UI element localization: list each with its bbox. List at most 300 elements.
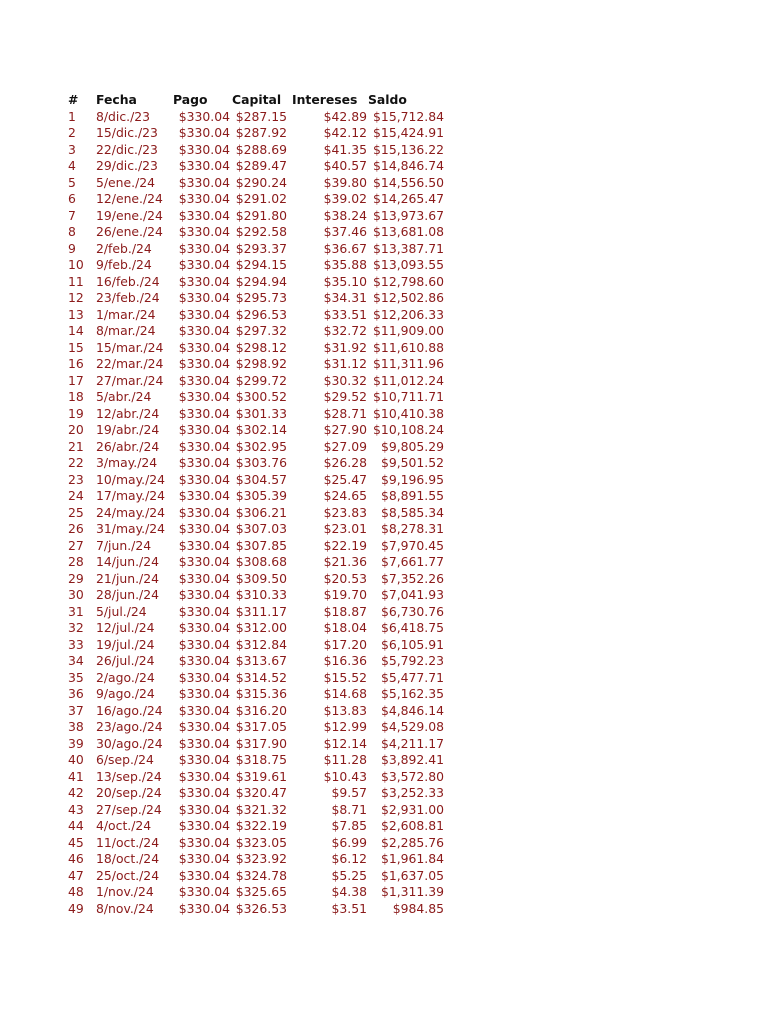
cell-saldo: $13,973.67 [373, 207, 444, 223]
cell-saldo: $2,931.00 [380, 801, 444, 817]
cell-capital: $291.80 [235, 207, 287, 223]
cell-capital: $290.24 [235, 174, 287, 190]
cell-num: 17 [68, 372, 84, 388]
cell-fecha: 23/ago./24 [96, 719, 163, 734]
cell-capital: $294.15 [235, 257, 287, 272]
cell-pago: $330.04 [178, 389, 230, 404]
cell-intereses: $35.10 [323, 273, 367, 289]
cell-intereses: $14.68 [323, 686, 367, 701]
cell-saldo: $15,424.91 [373, 125, 444, 140]
cell-pago: $330.04 [178, 719, 230, 734]
cell-saldo: $4,211.17 [380, 735, 444, 751]
cell-num: 13 [68, 306, 84, 322]
cell-saldo: $14,846.74 [373, 158, 444, 173]
cell-fecha: 28/jun./24 [96, 587, 159, 602]
cell-num: 49 [68, 900, 84, 916]
cell-fecha: 8/dic./23 [96, 108, 151, 124]
cell-fecha: 31/may./24 [96, 521, 166, 536]
cell-num: 3 [68, 141, 76, 157]
cell-intereses: $23.01 [323, 521, 367, 536]
cell-num: 44 [68, 818, 84, 833]
cell-saldo: $984.85 [392, 900, 444, 916]
cell-intereses: $41.35 [323, 141, 367, 157]
cell-num: 5 [68, 174, 76, 190]
cell-fecha: 1/nov./24 [96, 884, 154, 899]
cell-num: 35 [68, 669, 84, 685]
cell-intereses: $7.85 [331, 818, 367, 833]
cell-capital: $307.03 [235, 521, 287, 536]
cell-intereses: $42.89 [323, 108, 367, 124]
cell-capital: $317.05 [235, 719, 287, 734]
cell-intereses: $6.12 [331, 851, 367, 866]
cell-fecha: 15/mar./24 [96, 339, 164, 355]
cell-pago: $330.04 [178, 356, 230, 371]
cell-saldo: $2,285.76 [380, 834, 444, 850]
cell-saldo: $9,196.95 [380, 471, 444, 487]
cell-capital: $288.69 [235, 141, 287, 157]
cell-fecha: 23/feb./24 [96, 290, 160, 305]
cell-fecha: 26/ene./24 [96, 224, 163, 239]
cell-intereses: $29.52 [323, 389, 367, 404]
cell-fecha: 30/ago./24 [96, 735, 163, 751]
cell-fecha: 5/ene./24 [96, 174, 156, 190]
cell-saldo: $3,892.41 [380, 752, 444, 767]
cell-intereses: $12.99 [323, 719, 367, 734]
cell-num: 47 [68, 867, 84, 883]
cell-capital: $297.32 [235, 323, 287, 338]
cell-num: 19 [68, 405, 84, 421]
cell-num: 8 [68, 224, 76, 239]
cell-intereses: $12.14 [323, 735, 367, 751]
cell-fecha: 13/sep./24 [96, 768, 162, 784]
cell-intereses: $27.90 [323, 422, 367, 437]
cell-saldo: $15,136.22 [373, 141, 444, 157]
cell-capital: $309.50 [235, 570, 287, 586]
cell-pago: $330.04 [178, 867, 230, 883]
cell-saldo: $1,961.84 [380, 851, 444, 866]
cell-pago: $330.04 [178, 603, 230, 619]
cell-pago: $330.04 [178, 323, 230, 338]
cell-num: 41 [68, 768, 84, 784]
cell-pago: $330.04 [178, 851, 230, 866]
cell-capital: $287.92 [235, 125, 287, 140]
cell-saldo: $8,278.31 [380, 521, 444, 536]
cell-num: 12 [68, 290, 84, 305]
cell-pago: $330.04 [178, 620, 230, 635]
cell-num: 36 [68, 686, 84, 701]
cell-num: 20 [68, 422, 84, 437]
cell-num: 18 [68, 389, 84, 404]
cell-pago: $330.04 [178, 290, 230, 305]
cell-intereses: $8.71 [331, 801, 367, 817]
cell-intereses: $25.47 [323, 471, 367, 487]
cell-num: 1 [68, 108, 76, 124]
cell-num: 15 [68, 339, 84, 355]
cell-fecha: 26/jul./24 [96, 653, 155, 668]
cell-intereses: $31.92 [323, 339, 367, 355]
cell-intereses: $20.53 [323, 570, 367, 586]
cell-saldo: $10,711.71 [373, 389, 444, 404]
cell-capital: $300.52 [235, 389, 287, 404]
cell-pago: $330.04 [178, 818, 230, 833]
cell-fecha: 22/dic./23 [96, 141, 158, 157]
cell-intereses: $15.52 [323, 669, 367, 685]
cell-saldo: $13,387.71 [373, 240, 444, 256]
cell-fecha: 9/ago./24 [96, 686, 155, 701]
cell-intereses: $40.57 [323, 158, 367, 173]
cell-saldo: $5,792.23 [380, 653, 444, 668]
cell-pago: $330.04 [178, 372, 230, 388]
cell-capital: $319.61 [235, 768, 287, 784]
cell-num: 4 [68, 158, 76, 173]
cell-pago: $330.04 [178, 438, 230, 454]
cell-pago: $330.04 [178, 768, 230, 784]
cell-intereses: $18.04 [323, 620, 367, 635]
cell-intereses: $39.02 [323, 191, 367, 206]
cell-fecha: 9/feb./24 [96, 257, 152, 272]
cell-pago: $330.04 [178, 504, 230, 520]
cell-num: 46 [68, 851, 84, 866]
cell-pago: $330.04 [178, 752, 230, 767]
cell-pago: $330.04 [178, 669, 230, 685]
cell-intereses: $27.09 [323, 438, 367, 454]
cell-pago: $330.04 [178, 900, 230, 916]
cell-num: 33 [68, 636, 84, 652]
cell-fecha: 16/ago./24 [96, 702, 163, 718]
cell-intereses: $18.87 [323, 603, 367, 619]
cell-pago: $330.04 [178, 702, 230, 718]
cell-num: 2 [68, 125, 76, 140]
cell-intereses: $4.38 [331, 884, 367, 899]
cell-fecha: 5/abr./24 [96, 389, 152, 404]
cell-pago: $330.04 [178, 224, 230, 239]
cell-saldo: $11,311.96 [373, 356, 444, 371]
cell-capital: $304.57 [235, 471, 287, 487]
cell-capital: $320.47 [235, 785, 287, 800]
cell-pago: $330.04 [178, 125, 230, 140]
cell-intereses: $6.99 [331, 834, 367, 850]
cell-intereses: $5.25 [331, 867, 367, 883]
cell-num: 42 [68, 785, 84, 800]
cell-pago: $330.04 [178, 735, 230, 751]
cell-capital: $301.33 [235, 405, 287, 421]
cell-saldo: $11,909.00 [373, 323, 444, 338]
cell-fecha: 10/may./24 [96, 471, 166, 487]
cell-fecha: 27/mar./24 [96, 372, 164, 388]
cell-saldo: $3,252.33 [380, 785, 444, 800]
cell-num: 48 [68, 884, 84, 899]
cell-intereses: $11.28 [323, 752, 367, 767]
cell-capital: $298.92 [235, 356, 287, 371]
cell-fecha: 22/mar./24 [96, 356, 164, 371]
cell-saldo: $4,846.14 [380, 702, 444, 718]
cell-pago: $330.04 [178, 636, 230, 652]
cell-pago: $330.04 [178, 240, 230, 256]
cell-saldo: $7,041.93 [380, 587, 444, 602]
cell-capital: $314.52 [235, 669, 287, 685]
cell-capital: $307.85 [235, 537, 287, 553]
cell-capital: $294.94 [235, 273, 287, 289]
cell-capital: $302.14 [235, 422, 287, 437]
cell-capital: $305.39 [235, 488, 287, 503]
cell-fecha: 7/jun./24 [96, 537, 152, 553]
cell-capital: $312.00 [235, 620, 287, 635]
cell-capital: $317.90 [235, 735, 287, 751]
header-capital: Capital [232, 92, 282, 107]
cell-fecha: 5/jul./24 [96, 603, 147, 619]
cell-saldo: $13,093.55 [373, 257, 444, 272]
cell-intereses: $21.36 [323, 554, 367, 569]
cell-pago: $330.04 [178, 785, 230, 800]
cell-num: 40 [68, 752, 84, 767]
cell-saldo: $5,477.71 [380, 669, 444, 685]
cell-intereses: $39.80 [323, 174, 367, 190]
cell-fecha: 12/jul./24 [96, 620, 155, 635]
header-fecha: Fecha [96, 92, 137, 107]
cell-capital: $287.15 [235, 108, 287, 124]
cell-fecha: 17/may./24 [96, 488, 166, 503]
cell-pago: $330.04 [178, 570, 230, 586]
cell-fecha: 26/abr./24 [96, 438, 160, 454]
cell-pago: $330.04 [178, 488, 230, 503]
cell-pago: $330.04 [178, 422, 230, 437]
cell-capital: $323.05 [235, 834, 287, 850]
cell-intereses: $9.57 [331, 785, 367, 800]
cell-saldo: $9,805.29 [380, 438, 444, 454]
cell-pago: $330.04 [178, 191, 230, 206]
cell-intereses: $33.51 [323, 306, 367, 322]
cell-num: 28 [68, 554, 84, 569]
cell-capital: $311.17 [235, 603, 287, 619]
cell-intereses: $17.20 [323, 636, 367, 652]
cell-capital: $310.33 [235, 587, 287, 602]
cell-fecha: 18/oct./24 [96, 851, 160, 866]
cell-intereses: $28.71 [323, 405, 367, 421]
cell-intereses: $3.51 [331, 900, 367, 916]
cell-intereses: $31.12 [323, 356, 367, 371]
cell-saldo: $13,681.08 [373, 224, 444, 239]
cell-num: 37 [68, 702, 84, 718]
cell-fecha: 20/sep./24 [96, 785, 162, 800]
cell-saldo: $7,970.45 [380, 537, 444, 553]
cell-intereses: $16.36 [323, 653, 367, 668]
cell-capital: $306.21 [235, 504, 287, 520]
cell-saldo: $5,162.35 [380, 686, 444, 701]
cell-fecha: 11/oct./24 [96, 834, 160, 850]
cell-intereses: $23.83 [323, 504, 367, 520]
cell-num: 24 [68, 488, 84, 503]
cell-fecha: 8/mar./24 [96, 323, 156, 338]
cell-pago: $330.04 [178, 686, 230, 701]
cell-fecha: 29/dic./23 [96, 158, 158, 173]
cell-saldo: $10,108.24 [373, 422, 444, 437]
cell-fecha: 27/sep./24 [96, 801, 162, 817]
cell-intereses: $36.67 [323, 240, 367, 256]
cell-saldo: $12,798.60 [373, 273, 444, 289]
cell-intereses: $38.24 [323, 207, 367, 223]
cell-saldo: $14,265.47 [373, 191, 444, 206]
cell-pago: $330.04 [178, 108, 230, 124]
cell-saldo: $4,529.08 [380, 719, 444, 734]
cell-pago: $330.04 [178, 455, 230, 470]
cell-intereses: $13.83 [323, 702, 367, 718]
cell-num: 23 [68, 471, 84, 487]
cell-num: 43 [68, 801, 84, 817]
cell-capital: $325.65 [235, 884, 287, 899]
cell-num: 7 [68, 207, 76, 223]
cell-capital: $318.75 [235, 752, 287, 767]
cell-pago: $330.04 [178, 537, 230, 553]
cell-fecha: 4/oct./24 [96, 818, 152, 833]
cell-capital: $313.67 [235, 653, 287, 668]
cell-fecha: 8/nov./24 [96, 900, 154, 916]
cell-fecha: 24/may./24 [96, 504, 166, 520]
cell-saldo: $2,608.81 [380, 818, 444, 833]
cell-saldo: $8,585.34 [380, 504, 444, 520]
cell-num: 10 [68, 257, 84, 272]
cell-capital: $315.36 [235, 686, 287, 701]
cell-saldo: $12,206.33 [373, 306, 444, 322]
cell-capital: $291.02 [235, 191, 287, 206]
cell-num: 11 [68, 273, 84, 289]
cell-intereses: $22.19 [323, 537, 367, 553]
cell-intereses: $24.65 [323, 488, 367, 503]
cell-intereses: $35.88 [323, 257, 367, 272]
cell-saldo: $11,610.88 [373, 339, 444, 355]
cell-saldo: $7,661.77 [380, 554, 444, 569]
header-saldo: Saldo [368, 92, 407, 107]
cell-pago: $330.04 [178, 306, 230, 322]
cell-fecha: 12/abr./24 [96, 405, 160, 421]
cell-saldo: $12,502.86 [373, 290, 444, 305]
cell-fecha: 2/ago./24 [96, 669, 155, 685]
cell-pago: $330.04 [178, 174, 230, 190]
header-pago: Pago [173, 92, 208, 107]
cell-saldo: $1,311.39 [380, 884, 444, 899]
cell-capital: $322.19 [235, 818, 287, 833]
cell-fecha: 25/oct./24 [96, 867, 160, 883]
cell-num: 32 [68, 620, 84, 635]
cell-fecha: 15/dic./23 [96, 125, 158, 140]
cell-capital: $321.32 [235, 801, 287, 817]
cell-capital: $312.84 [235, 636, 287, 652]
cell-capital: $302.95 [235, 438, 287, 454]
cell-capital: $303.76 [235, 455, 287, 470]
cell-fecha: 12/ene./24 [96, 191, 163, 206]
cell-pago: $330.04 [178, 273, 230, 289]
cell-capital: $296.53 [235, 306, 287, 322]
cell-pago: $330.04 [178, 834, 230, 850]
cell-fecha: 19/ene./24 [96, 207, 163, 223]
cell-capital: $292.58 [235, 224, 287, 239]
cell-fecha: 16/feb./24 [96, 273, 160, 289]
cell-pago: $330.04 [178, 471, 230, 487]
cell-intereses: $26.28 [323, 455, 367, 470]
cell-capital: $299.72 [235, 372, 287, 388]
cell-intereses: $19.70 [323, 587, 367, 602]
cell-fecha: 19/abr./24 [96, 422, 160, 437]
cell-pago: $330.04 [178, 554, 230, 569]
cell-pago: $330.04 [178, 207, 230, 223]
cell-num: 9 [68, 240, 76, 256]
cell-pago: $330.04 [178, 405, 230, 421]
cell-capital: $308.68 [235, 554, 287, 569]
cell-pago: $330.04 [178, 257, 230, 272]
cell-fecha: 19/jul./24 [96, 636, 155, 652]
cell-capital: $295.73 [235, 290, 287, 305]
cell-fecha: 3/may./24 [96, 455, 158, 470]
cell-num: 29 [68, 570, 84, 586]
cell-num: 34 [68, 653, 84, 668]
cell-capital: $324.78 [235, 867, 287, 883]
cell-num: 31 [68, 603, 84, 619]
cell-intereses: $37.46 [323, 224, 367, 239]
cell-num: 38 [68, 719, 84, 734]
cell-num: 30 [68, 587, 84, 602]
cell-saldo: $7,352.26 [380, 570, 444, 586]
cell-saldo: $11,012.24 [373, 372, 444, 388]
cell-num: 14 [68, 323, 84, 338]
cell-fecha: 6/sep./24 [96, 752, 154, 767]
cell-pago: $330.04 [178, 141, 230, 157]
cell-num: 16 [68, 356, 84, 371]
cell-saldo: $8,891.55 [380, 488, 444, 503]
cell-num: 22 [68, 455, 84, 470]
cell-saldo: $9,501.52 [380, 455, 444, 470]
cell-intereses: $42.12 [323, 125, 367, 140]
cell-capital: $316.20 [235, 702, 287, 718]
cell-pago: $330.04 [178, 158, 230, 173]
cell-intereses: $32.72 [323, 323, 367, 338]
cell-num: 6 [68, 191, 76, 206]
cell-saldo: $14,556.50 [373, 174, 444, 190]
cell-intereses: $34.31 [323, 290, 367, 305]
cell-intereses: $10.43 [323, 768, 367, 784]
cell-saldo: $15,712.84 [373, 108, 444, 124]
cell-num: 27 [68, 537, 84, 553]
cell-fecha: 21/jun./24 [96, 570, 159, 586]
cell-num: 26 [68, 521, 84, 536]
cell-saldo: $3,572.80 [380, 768, 444, 784]
cell-fecha: 14/jun./24 [96, 554, 159, 569]
cell-capital: $298.12 [235, 339, 287, 355]
cell-fecha: 1/mar./24 [96, 306, 156, 322]
cell-capital: $323.92 [235, 851, 287, 866]
cell-num: 45 [68, 834, 84, 850]
cell-saldo: $6,105.91 [380, 636, 444, 652]
cell-saldo: $6,418.75 [380, 620, 444, 635]
cell-pago: $330.04 [178, 801, 230, 817]
header-num: # [68, 92, 79, 107]
cell-num: 21 [68, 438, 84, 454]
cell-num: 25 [68, 504, 84, 520]
cell-capital: $293.37 [235, 240, 287, 256]
cell-intereses: $30.32 [323, 372, 367, 388]
cell-fecha: 2/feb./24 [96, 240, 152, 256]
cell-capital: $289.47 [235, 158, 287, 173]
cell-num: 39 [68, 735, 84, 751]
cell-capital: $326.53 [235, 900, 287, 916]
cell-saldo: $6,730.76 [380, 603, 444, 619]
header-intereses: Intereses [292, 92, 358, 107]
cell-saldo: $1,637.05 [380, 867, 444, 883]
cell-pago: $330.04 [178, 884, 230, 899]
cell-pago: $330.04 [178, 521, 230, 536]
cell-pago: $330.04 [178, 653, 230, 668]
cell-saldo: $10,410.38 [373, 405, 444, 421]
cell-pago: $330.04 [178, 339, 230, 355]
cell-pago: $330.04 [178, 587, 230, 602]
